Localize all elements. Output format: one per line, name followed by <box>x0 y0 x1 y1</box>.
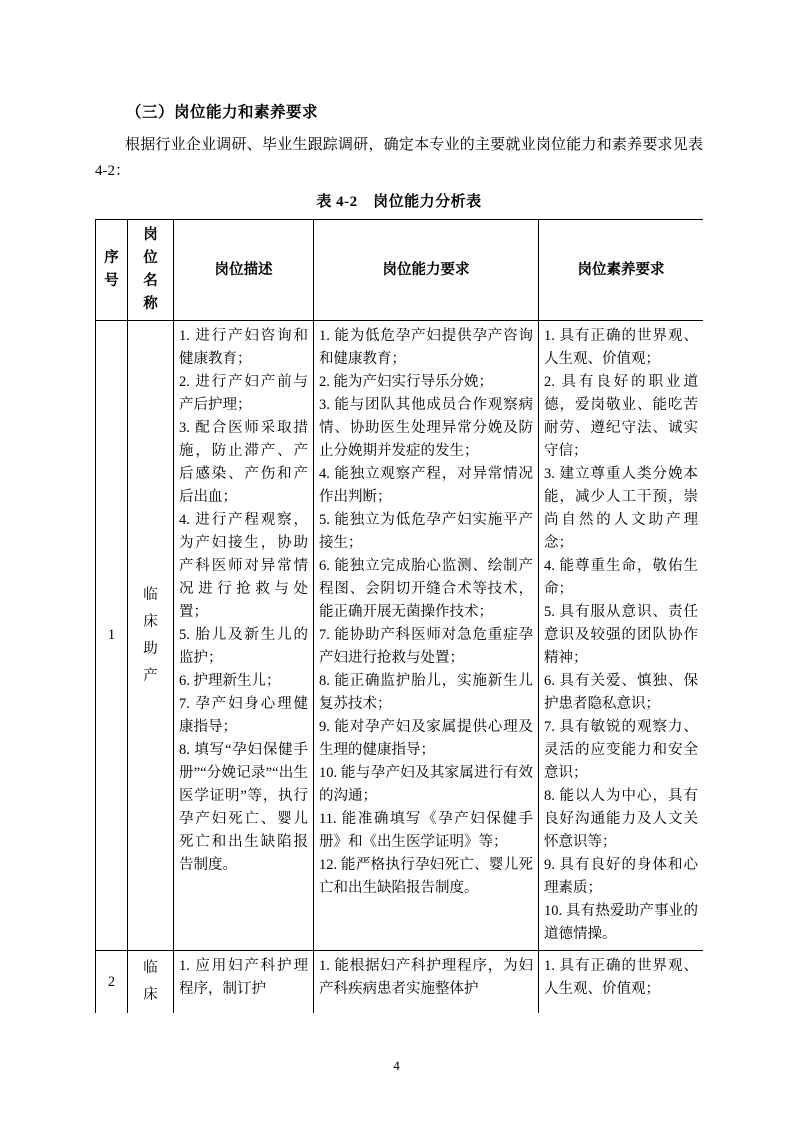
list-item-text: 4. 进行产程观察，为产妇接生，协助产科医师对异常情况进行抢救与处置； <box>179 512 308 620</box>
row2-ability-requirements <box>314 951 539 1014</box>
list-item-text: 6. 护理新生儿； <box>179 673 281 689</box>
list-item-text: 1. 应用妇产科护理程序，制订护 <box>179 958 308 997</box>
header-job-name <box>128 220 174 321</box>
list-item-text: 10. 具有热爱助产事业的道德情操。 <box>544 903 698 942</box>
intro-paragraph: 根据行业企业调研、毕业生跟踪调研，确定本专业的主要就业岗位能力和素养要求见表 4-2： <box>95 137 703 179</box>
table-header-row <box>96 220 704 321</box>
list-item-text: 5. 具有服从意识、责任意识及较强的团队协作精神； <box>544 604 698 666</box>
header-ability-requirements: 岗位能力要求 <box>314 220 539 321</box>
list-item-text: 4. 能尊重生命，敬佑生命； <box>544 558 698 597</box>
job-ability-table <box>95 219 703 1013</box>
row2-job-name <box>128 951 174 1014</box>
row1-job-description <box>174 321 314 951</box>
section-heading: （三）岗位能力和素养要求 <box>126 104 319 121</box>
table-row-2 <box>96 951 704 1014</box>
list-item-text: 12. 能严格执行孕妇死亡、婴儿死亡和出生缺陷报告制度。 <box>319 857 533 896</box>
list-item-text: 7. 具有敏锐的观察力、灵活的应变能力和安全意识； <box>544 719 698 781</box>
list-item-text: 5. 胎儿及新生儿的监护； <box>179 627 308 666</box>
list-item-text: 6. 能独立完成胎心监测、绘制产程图、会阴切开缝合术等技术，能正确开展无菌操作技术； <box>319 558 533 620</box>
row2-job-description <box>174 951 314 1014</box>
list-item-text: 3. 建立尊重人类分娩本能，减少人工干预，崇尚自然的人文助产理念； <box>544 466 698 551</box>
list-item-text: 1. 具有正确的世界观、人生观、价值观； <box>544 958 698 997</box>
list-item-text: 10. 能与孕产妇及其家属进行有效的沟通； <box>319 765 533 804</box>
list-item-text: 6. 具有关爱、慎独、保护患者隐私意识； <box>544 673 698 712</box>
list-item-text: 8. 能正确监护胎儿，实施新生儿复苏技术； <box>319 673 533 712</box>
row1-quality-requirements <box>539 321 704 951</box>
row2-job-name-label: 临床 <box>143 960 158 1003</box>
header-job-description: 岗位描述 <box>174 220 314 321</box>
header-quality-requirements: 岗位素养要求 <box>539 220 704 321</box>
list-item-text: 2. 具有良好的职业道德，爱岗敬业、能吃苦耐劳、遵纪守法、诚实守信； <box>544 374 698 459</box>
row1-job-name-label: 临床助产 <box>143 586 158 684</box>
list-item-text: 1. 能为低危孕产妇提供孕产咨询和健康教育； <box>319 328 533 367</box>
row1-job-name <box>128 321 174 951</box>
list-item-text: 1. 进行产妇咨询和健康教育； <box>179 328 308 367</box>
list-item-text: 2. 能为产妇实行导乐分娩； <box>319 374 493 390</box>
list-item-text: 5. 能独立为低危孕产妇实施平产接生； <box>319 512 533 551</box>
row1-ability-requirements <box>314 321 539 951</box>
row2-quality-requirements <box>539 951 704 1014</box>
list-item-text: 4. 能独立观察产程，对异常情况作出判断； <box>319 466 533 505</box>
list-item-text: 1. 具有正确的世界观、人生观、价值观； <box>544 328 698 367</box>
table-row-1 <box>96 321 704 951</box>
list-item-text: 7. 孕产妇身心理健康指导； <box>179 696 308 735</box>
list-item-text: 9. 具有良好的身体和心理素质； <box>544 857 698 896</box>
header-serial-number-label: 序号 <box>104 250 119 289</box>
list-item-text: 8. 填写“孕妇保健手册”“分娩记录”“出生医学证明”等，执行孕产妇死亡、婴儿死亡和出生缺陷报告制度。 <box>179 742 308 873</box>
row2-serial-number: 2 <box>96 951 128 1014</box>
list-item-text: 2. 进行产妇产前与产后护理； <box>179 374 308 413</box>
page-number: 4 <box>393 1058 400 1073</box>
list-item-text: 8. 能以人为中心，具有良好沟通能力及人文关怀意识等； <box>544 788 698 850</box>
list-item-text: 3. 配合医师采取措施，防止滞产、产后感染、产伤和产后出血； <box>179 420 308 505</box>
list-item-text: 7. 能协助产科医师对急危重症孕产妇进行抢救与处置； <box>319 627 533 666</box>
header-serial-number <box>96 220 128 321</box>
list-item-text: 3. 能与团队其他成员合作观察病情、协助医生处理异常分娩及防止分娩期并发症的发生； <box>319 397 533 459</box>
list-item-text: 9. 能对孕产妇及家属提供心理及生理的健康指导； <box>319 719 533 758</box>
list-item-text: 11. 能准确填写《孕产妇保健手册》和《出生医学证明》等； <box>319 811 533 850</box>
list-item-text: 1. 能根据妇产科护理程序，为妇产科疾病患者实施整体护 <box>319 958 533 997</box>
table-caption: 表 4-2 岗位能力分析表 <box>316 194 482 210</box>
table-page-clip <box>95 219 703 1013</box>
header-job-name-label: 岗位名称 <box>143 227 158 312</box>
row1-serial-number: 1 <box>96 321 128 951</box>
